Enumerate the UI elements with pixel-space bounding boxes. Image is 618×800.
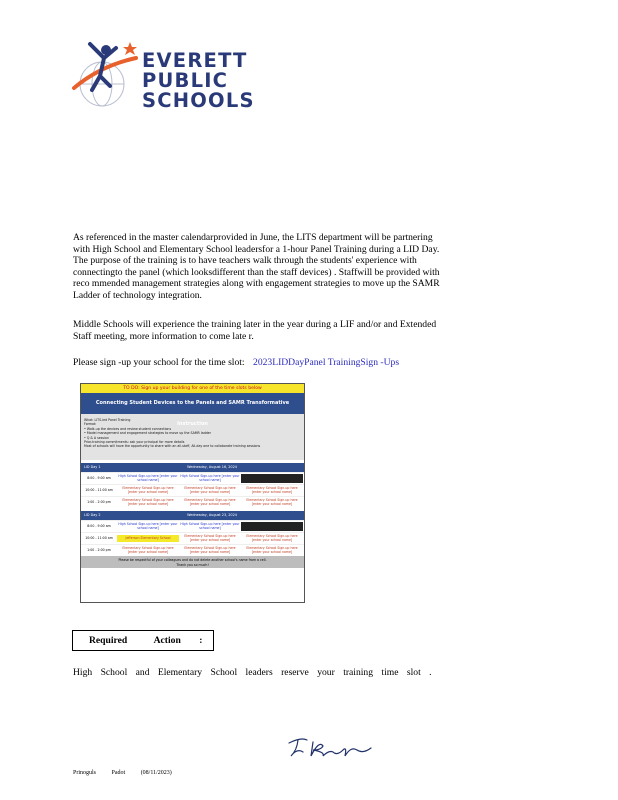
slot-cell[interactable]: Elementary School Sign-up here [enter your school name]	[246, 497, 298, 506]
footer-line: Thank you so much!	[176, 563, 209, 567]
slot-cell[interactable]: Elementary School Sign-up here [enter your school name]	[246, 485, 298, 494]
day1-date: Wednesday, August 16, 2024	[187, 465, 237, 469]
info-line: What: LITS-led Panel Training	[84, 418, 131, 422]
paragraph-intro	[73, 232, 530, 301]
required-action-box	[72, 630, 214, 651]
page-footer	[73, 770, 172, 776]
footer-date: (08/11/2023)	[140, 770, 172, 776]
logo-line-1: EVERETT	[142, 49, 248, 72]
slot-closed	[241, 522, 303, 531]
schedule-row	[81, 544, 304, 556]
schedule-title: Connecting Student Devices to the Panels and SAMR Transformative Instruction	[81, 393, 304, 414]
district-logo	[70, 36, 255, 112]
slot-time: 10:00 - 11:00 am	[85, 487, 113, 492]
slot-cell[interactable]: Elementary School Sign-up here [enter your school name]	[246, 533, 298, 542]
slot-time: 10:00 - 11:00 am	[85, 535, 113, 540]
action-word: Action	[153, 635, 181, 646]
slot-cell[interactable]: Elementary School Sign-up here [enter your school name]	[122, 545, 174, 554]
slot-cell[interactable]: Elementary School Sign-up here [enter your school name]	[184, 485, 236, 494]
slot-cell[interactable]: Elementary School Sign-up here [enter your school name]	[184, 545, 236, 554]
text-line: connectingto the panel (which looksdifferent than the staff devices) . Staffwill be provided with	[73, 266, 440, 278]
slot-time: 8:00 - 9:00 am	[87, 523, 111, 528]
slot-time: 1:00 - 2:00 pm	[87, 499, 111, 504]
schedule-todo-banner: TO DO: Sign up your building for one of the time slots below	[81, 384, 304, 393]
slot-time: 8:00 - 9:00 am	[87, 475, 111, 480]
text-line: As referenced in the master calendarprovided in June, the LITS department will be partnering	[73, 232, 433, 243]
info-line: Format:	[84, 422, 97, 427]
schedule-row	[81, 496, 304, 508]
slot-closed	[241, 474, 303, 483]
slot-cell[interactable]: High School Sign-up here [enter your school name]	[118, 521, 178, 530]
day2-band	[81, 511, 304, 520]
slot-cell[interactable]: High School Sign-up here [enter your school name]	[180, 521, 240, 530]
slot-cell[interactable]: High School Sign-up here [enter your school name]	[118, 473, 178, 482]
footer-line: Please be respectful of your colleagues and do not delete another school's name from a cell.	[118, 558, 267, 562]
slot-time: 1:00 - 2:00 pm	[87, 547, 111, 552]
text-line: with High School and Elementary School leadersfor a 1-hour Panel Training during a LID Day.	[73, 243, 440, 255]
footer-name-1: Prinoguls	[73, 770, 97, 776]
paragraph-signup	[73, 357, 399, 369]
day2-label: LID Day 2	[84, 513, 101, 517]
slot-cell[interactable]: High School Sign-up here [enter your school name]	[180, 473, 240, 482]
day1-label: LID Day 1	[84, 465, 101, 469]
logo-emblem	[70, 36, 144, 110]
signup-text: Please sign -up your school for the time slot:	[73, 357, 245, 368]
slot-cell[interactable]: Elementary School Sign-up here [enter your school name]	[184, 497, 236, 506]
schedule-row	[81, 484, 304, 496]
info-line: Most of schools will have the opportunity to share with an all-staff, All-day one to collaborate training sessions	[84, 444, 261, 449]
logo-line-2: PUBLIC	[142, 69, 229, 92]
slot-cell[interactable]: Elementary School Sign-up here [enter your school name]	[184, 533, 236, 542]
action-line: High School and Elementary School leaders reserve your training time slot .	[73, 667, 432, 678]
text-line: Staff meeting, more information to come late r.	[73, 330, 254, 342]
signup-link[interactable]: 2023LIDDayPanel TrainingSign -Ups	[253, 357, 400, 368]
slot-cell[interactable]: Elementary School Sign-up here [enter your school name]	[122, 485, 174, 494]
signup-schedule-image	[80, 383, 305, 603]
schedule-row	[81, 520, 304, 532]
day2-date: Wednesday, August 23, 2024	[187, 513, 237, 517]
footer-name-2: Padot	[111, 770, 126, 776]
slot-cell-filled[interactable]: Jefferson Elementary School	[117, 535, 179, 542]
required-word: Required	[89, 635, 128, 646]
info-line: • Model management and engagement strategies to move up the SAMR ladder	[84, 431, 211, 436]
slot-cell[interactable]: Elementary School Sign-up here [enter your school name]	[246, 545, 298, 554]
info-line: • Walk-up the devices and review student connections	[84, 426, 172, 431]
text-line: reco mmended management strategies along with engagement strategies to move up the SAMR	[73, 278, 440, 289]
text-line: Middle Schools will experience the training later in the year during a LIF and/or and Extended	[73, 319, 437, 330]
schedule-footer	[81, 556, 304, 568]
handwritten-signature	[285, 734, 380, 760]
info-line: Prior-training commitments: ask your principal for more details	[84, 440, 185, 445]
logo-line-3: SCHOOLS	[142, 89, 255, 112]
info-line: • Q & A session	[84, 435, 109, 440]
schedule-row	[81, 472, 304, 484]
text-line: Ladder of technology integration.	[73, 289, 202, 301]
paragraph-middle-schools	[73, 319, 530, 342]
text-line: The purpose of the training is to have teachers walk through the students' experience with	[73, 255, 417, 266]
day1-band	[81, 463, 304, 472]
schedule-row	[81, 532, 304, 544]
slot-cell[interactable]: Elementary School Sign-up here [enter your school name]	[122, 497, 174, 506]
required-colon: :	[199, 635, 203, 646]
